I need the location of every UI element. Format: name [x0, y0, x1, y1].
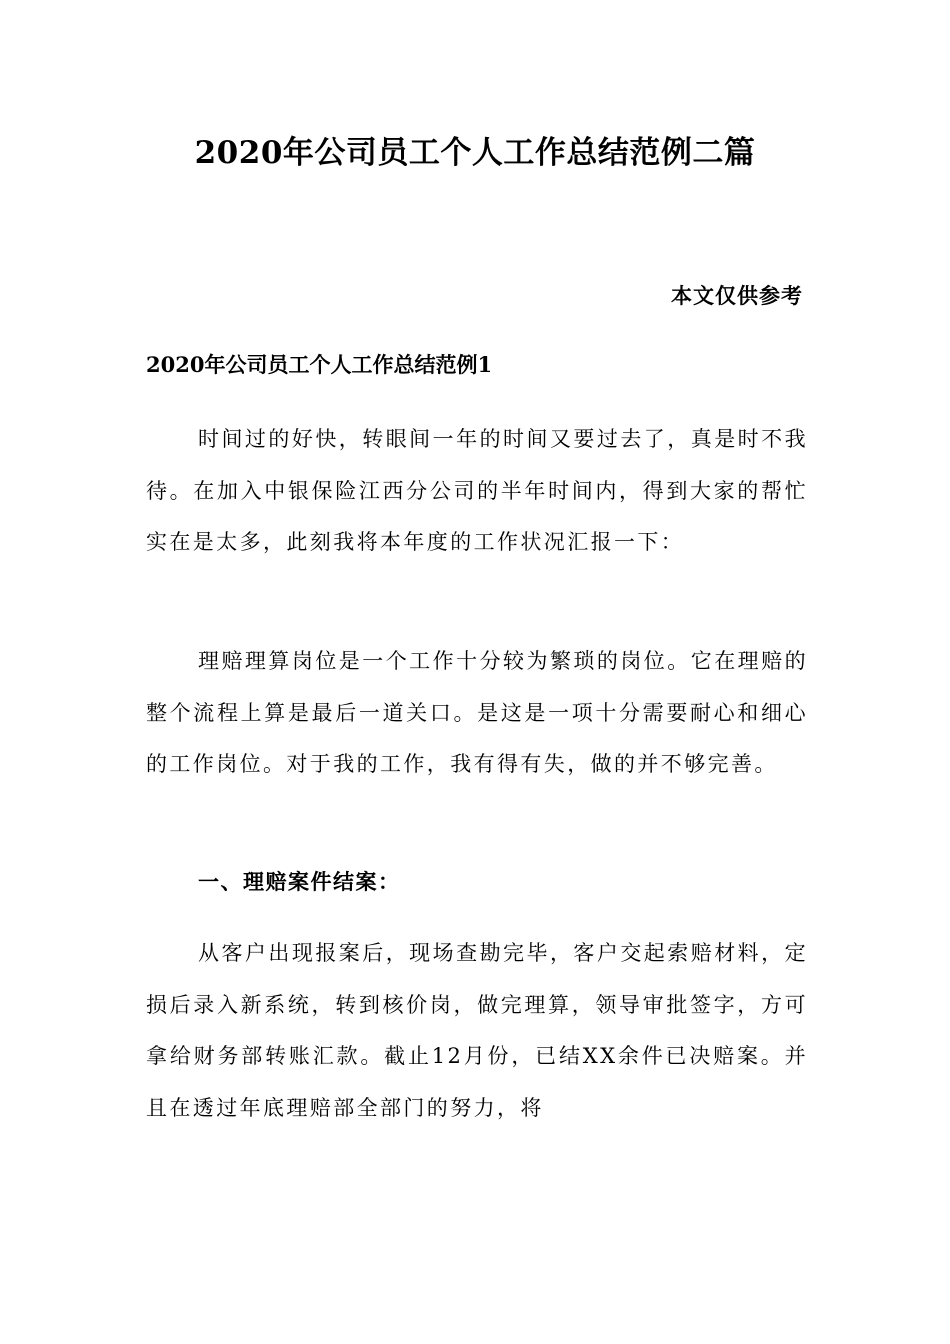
document-title: 2020年公司员工个人工作总结范例二篇	[194, 135, 756, 171]
paragraph-intro: 时间过的好快，转眼间一年的时间又要过去了，真是时不我待。在加入中银保险江西分公司的半年时间内，得到大家的帮忙实在是太多，此刻我将本年度的工作状况汇报一下：	[146, 427, 808, 554]
paragraph-role: 理赔理算岗位是一个工作十分较为繁琐的岗位。它在理赔的整个流程上算是最后一道关口。是这是一项十分需要耐心和细心的工作岗位。对于我的工作，我有得有失，做的并不够完善。	[146, 649, 808, 776]
paragraph-claims-process: 从客户出现报案后，现场查勘完毕，客户交起索赔材料，定损后录入新系统，转到核价岗，做完理算，领导审批签字，方可拿给财务部转账汇款。截止12月份，已结XX余件已决赔案。并且在透过年底理赔部全部门的努力，将	[146, 941, 808, 1120]
section-heading: 2020年公司员工个人工作总结范例1	[146, 352, 493, 377]
reference-note: 本文仅供参考	[671, 283, 803, 308]
subheading-claims-closing: 一、理赔案件结案：	[198, 869, 401, 894]
